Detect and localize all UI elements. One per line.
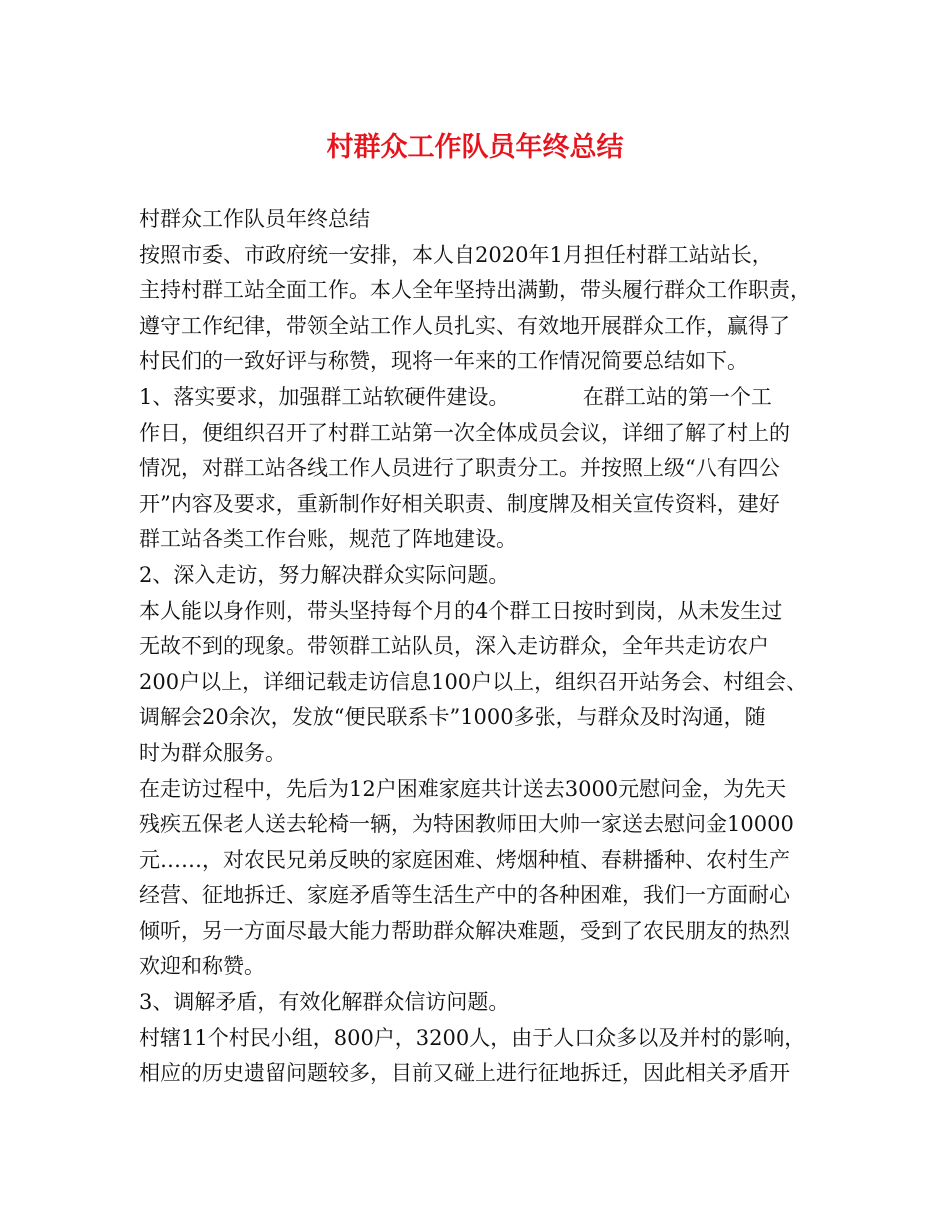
body-line: 本人能以身作则，带头坚持每个月的4个群工日按时到岗，从未发生过 [139,598,783,623]
body-line: 按照市委、市政府统一安排，本人自2020年1月担任村群工站站长， [139,242,773,267]
section-heading-1: 1、落实要求，加强群工站软硬件建设。 在群工站的第一个工 [139,384,772,409]
body-line: 在走访过程中，先后为12户困难家庭共计送去3000元慰问金，为先天 [139,776,787,801]
body-line: 倾听，另一方面尽最大能力帮助群众解决难题，受到了农民朋友的热烈 [139,918,790,943]
body-line: 村群众工作队员年终总结 [139,207,370,231]
body-line: 欢迎和称赞。 [139,954,265,979]
body-line: 元……，对农民兄弟反映的家庭困难、烤烟种植、春耕播种、农村生产 [139,847,790,872]
document-body [139,202,819,1092]
body-line: 无故不到的现象。带领群工站队员，深入走访群众，全年共走访农户 [139,634,769,659]
body-line: 情况，对群工站各线工作人员进行了职责分工。并按照上级“八有四公 [139,456,780,481]
body-line: 村民们的一致好评与称赞，现将一年来的工作情况简要总结如下。 [139,349,748,374]
body-line: 残疾五保老人送去轮椅一辆，为特困教师田大帅一家送去慰问金10000 [139,812,794,837]
section-heading-2: 2、深入走访，努力解决群众实际问题。 [139,562,510,587]
body-line: 相应的历史遗留问题较多，目前又碰上进行征地拆迁，因此相关矛盾开 [139,1061,790,1086]
body-line: 经营、征地拆迁、家庭矛盾等生活生产中的各种困难，我们一方面耐心 [139,883,790,908]
body-line: 作日，便组织召开了村群工站第一次全体成员会议，详细了解了村上的 [139,420,790,445]
body-line: 200户以上，详细记载走访信息100户以上，组织召开站务会、村组会、 [139,669,808,694]
document-title: 村群众工作队员年终总结 [326,132,624,163]
body-line: 村辖11个村民小组，800户，3200人，由于人口众多以及并村的影响， [139,1025,806,1050]
section-heading-3: 3、调解矛盾，有效化解群众信访问题。 [139,990,510,1015]
body-line: 群工站各类工作台账，规范了阵地建设。 [139,527,517,552]
body-line: 时为群众服务。 [139,740,286,765]
body-line: 遵守工作纪律，带领全站工作人员扎实、有效地开展群众工作，赢得了 [139,313,790,338]
body-line: 主持村群工站全面工作。本人全年坚持出满勤，带头履行群众工作职责， [139,278,811,303]
body-line: 开”内容及要求，重新制作好相关职责、制度牌及相关宣传资料，建好 [139,491,780,516]
body-line: 调解会20余次，发放“便民联系卡”1000多张，与群众及时沟通，随 [139,705,766,730]
